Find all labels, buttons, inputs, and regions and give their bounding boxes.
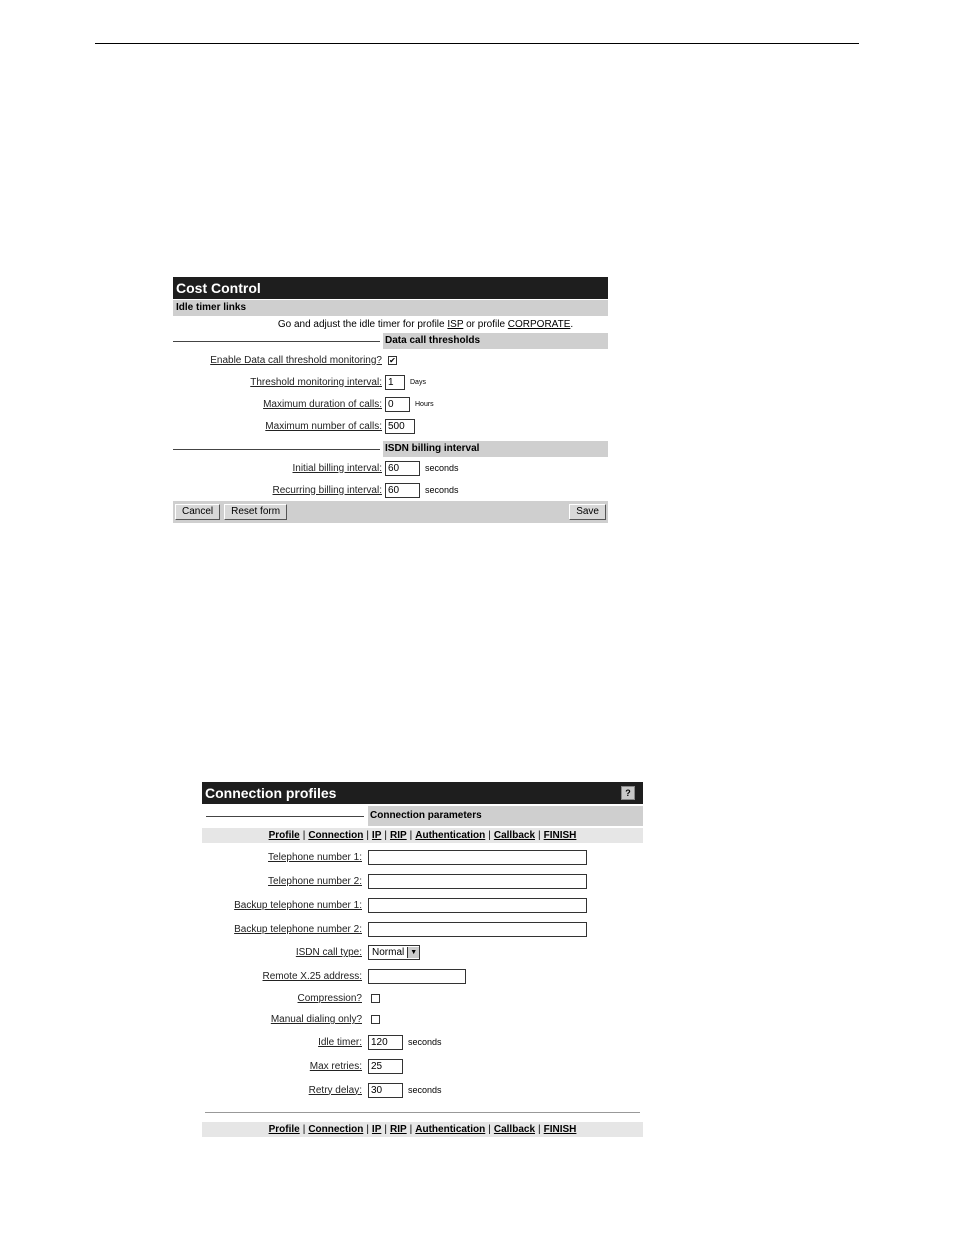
nav-authentication[interactable]: Authentication [415,830,486,841]
reset-form-button[interactable]: Reset form [224,504,287,520]
nav-callback[interactable]: Callback [493,1124,536,1135]
connection-profiles-panel [202,782,643,1137]
connection-profiles-title: Connection profiles ? [202,782,643,804]
max-duration-input[interactable]: 0 [385,397,410,412]
page-top-rule [95,43,859,44]
telephone-1-row [202,845,643,869]
max-retries-row [202,1054,643,1078]
retry-delay-unit: seconds [408,1085,442,1095]
retry-delay-label: Retry delay: [308,1084,362,1096]
telephone-2-input[interactable] [368,874,587,889]
recurring-billing-row [173,479,608,501]
backup-telephone-1-input[interactable] [368,898,587,913]
manual-dialing-label: Manual dialing only? [270,1014,362,1025]
nav-finish[interactable]: FINISH [543,1124,577,1135]
connection-params-section [202,806,643,826]
recurring-billing-input[interactable]: 60 [385,483,420,498]
nav-ip[interactable]: IP [371,1124,382,1135]
profile-nav-bottom: Profile | Connection | IP | RIP | Authentication | Callback | FINISH [202,1122,643,1137]
max-number-row [173,415,608,437]
retry-delay-row [202,1078,643,1102]
initial-billing-label: Initial billing interval: [292,462,382,474]
idle-timer-links-header: Idle timer links [173,300,608,316]
data-call-header: Data call thresholds [383,333,608,349]
backup-telephone-2-input[interactable] [368,922,587,937]
compression-label: Compression? [297,993,362,1004]
threshold-input[interactable]: 1 [385,375,405,390]
profile-nav-top: Profile | Connection | IP | RIP | Authentication | Callback | FINISH [202,828,643,843]
idle-timer-unit: seconds [408,1037,442,1047]
nav-profile[interactable]: Profile [268,1124,300,1135]
nav-ip[interactable]: IP [371,830,382,841]
section-divider [173,449,380,450]
section-divider [206,816,364,817]
nav-rip[interactable]: RIP [389,830,407,841]
isdn-billing-header: ISDN billing interval [383,441,608,457]
backup-telephone-1-label: Backup telephone number 1: [234,899,362,911]
manual-dialing-row [202,1009,643,1030]
telephone-1-label: Telephone number 1: [268,851,362,863]
isdn-call-type-row [202,941,643,964]
max-retries-input[interactable]: 25 [368,1059,403,1074]
remote-x25-label: Remote X.25 address: [262,970,362,982]
max-number-label: Maximum number of calls: [265,420,382,432]
idle-timer-text: Go and adjust the idle timer for profile ISP or profile CORPORATE. [277,319,574,330]
telephone-2-row [202,869,643,893]
backup-telephone-2-row [202,917,643,941]
remote-x25-input[interactable] [368,969,466,984]
isdn-billing-section [173,441,608,457]
max-duration-label: Maximum duration of calls: [263,398,382,410]
max-duration-unit: Hours [415,400,434,408]
compression-row [202,988,643,1009]
backup-telephone-2-label: Backup telephone number 2: [234,923,362,935]
nav-connection[interactable]: Connection [308,830,364,841]
isp-link[interactable]: ISP [447,319,464,330]
compression-checkbox[interactable] [371,994,380,1003]
enable-monitoring-checkbox[interactable]: ✔ [389,355,396,365]
nav-finish[interactable]: FINISH [543,830,577,841]
max-retries-label: Max retries: [309,1060,362,1072]
isdn-call-type-select[interactable]: Normal ▼ [368,945,420,960]
max-number-input[interactable]: 500 [385,419,415,434]
retry-delay-input[interactable]: 30 [368,1083,403,1098]
save-button[interactable]: Save [569,504,606,520]
connection-params-header: Connection parameters [368,806,643,826]
help-icon[interactable]: ? [621,786,635,800]
chevron-down-icon: ▼ [407,947,419,958]
corporate-link[interactable]: CORPORATE [507,319,571,330]
threshold-unit: Days [410,378,426,386]
cancel-button[interactable]: Cancel [175,504,220,520]
manual-dialing-checkbox[interactable] [371,1015,380,1024]
bottom-divider [205,1112,640,1113]
telephone-2-label: Telephone number 2: [268,875,362,887]
data-call-section [173,333,608,349]
backup-telephone-1-row [202,893,643,917]
recurring-billing-label: Recurring billing interval: [272,484,382,496]
recurring-billing-unit: seconds [425,485,459,495]
enable-monitoring-row [173,349,608,371]
idle-timer-label: Idle timer: [318,1036,362,1048]
initial-billing-row [173,457,608,479]
cost-control-button-bar [173,501,608,523]
remote-x25-row [202,964,643,988]
max-duration-row [173,393,608,415]
enable-monitoring-label: Enable Data call threshold monitoring? [210,354,382,366]
nav-connection[interactable]: Connection [308,1124,364,1135]
nav-rip[interactable]: RIP [389,1124,407,1135]
initial-billing-input[interactable]: 60 [385,461,420,476]
section-divider [173,341,380,342]
initial-billing-unit: seconds [425,463,459,473]
isdn-call-type-label: ISDN call type: [295,947,362,958]
threshold-row [173,371,608,393]
threshold-label: Threshold monitoring interval: [250,376,382,388]
nav-callback[interactable]: Callback [493,830,536,841]
nav-profile[interactable]: Profile [268,830,300,841]
telephone-1-input[interactable] [368,850,587,865]
idle-timer-input[interactable]: 120 [368,1035,403,1050]
nav-authentication[interactable]: Authentication [415,1124,486,1135]
cost-control-title: Cost Control [173,277,608,299]
idle-timer-row [202,1030,643,1054]
cost-control-panel [173,277,608,523]
